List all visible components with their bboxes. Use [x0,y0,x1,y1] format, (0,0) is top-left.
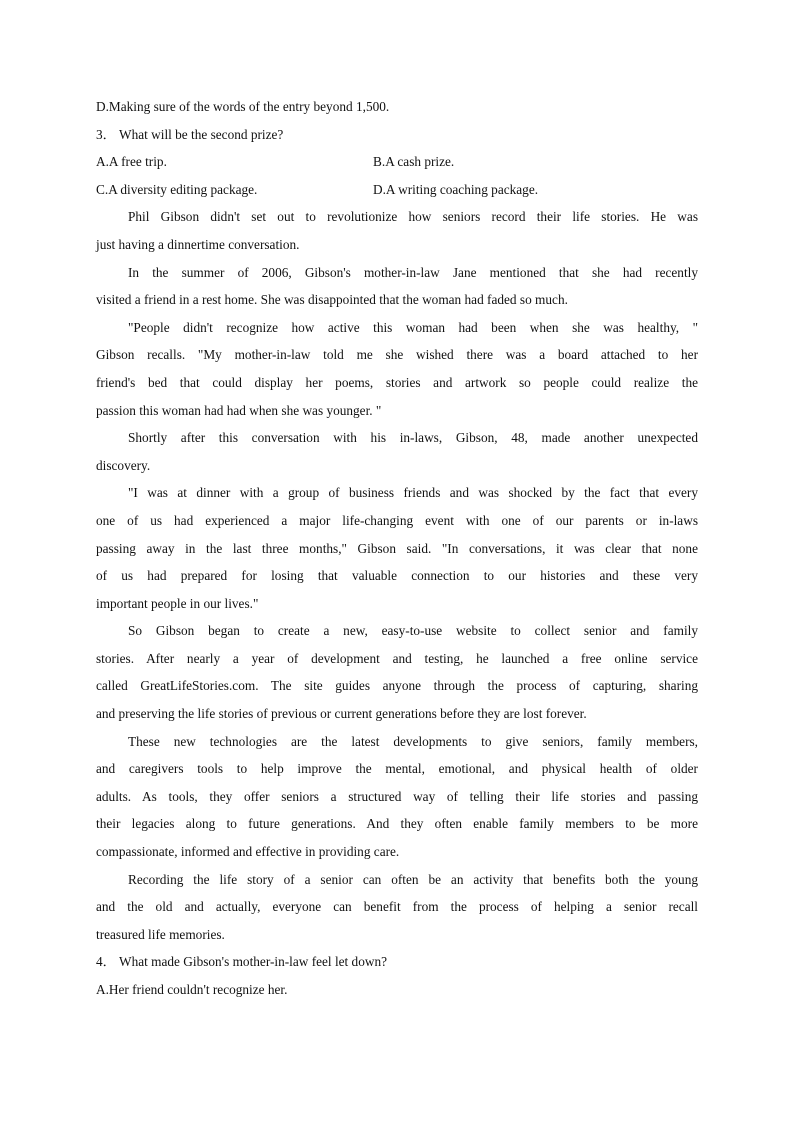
paragraph-line: "People didn't recognize how active this woman had been when she was healthy, " [128,319,698,335]
paragraph-line: These new technologies are the latest developments to give seniors, family members, [128,733,698,749]
paragraph-line: In the summer of 2006, Gibson's mother-in-law Jane mentioned that she had recently [128,264,698,280]
paragraph-line: Gibson recalls. "My mother-in-law told me she wished there was a board attached to her [96,347,698,363]
paragraph-line: and caregivers tools to help improve the mental, emotional, and physical health of older [96,761,698,777]
question2-option-d: D.Making sure of the words of the entry beyond 1,500. [96,99,390,114]
paragraph-line: passing away in the last three months," Gibson said. "In conversations, it was clear that none [96,540,698,556]
question3-option-d: D.A writing coaching package. [373,181,539,197]
paragraph-line: Phil Gibson didn't set out to revolutionize how seniors record their life stories. He was [128,209,698,225]
question4-stem: 4． What made Gibson's mother-in-law feel let down? [96,954,388,970]
paragraph-line: called GreatLifeStories.com. The site guides anyone through the process of capturing, sharing [96,678,698,694]
paragraph-line: and preserving the life stories of previous or current generations before they are lost forever. [96,706,587,722]
paragraph-4 [96,424,698,479]
paragraph-line: So Gibson began to create a new, easy-to-use website to collect senior and family [128,623,698,639]
paragraph-line: Recording the life story of a senior can often be an activity that benefits both the young [128,871,698,887]
passage [96,203,698,948]
question4-option-a: A.Her friend couldn't recognize her. [96,982,288,997]
paragraph-2 [96,259,698,314]
question3-options-row-2 [96,176,698,204]
paragraph-line: "I was at dinner with a group of business friends and was shocked by the fact that every [128,485,698,501]
paragraph-3 [96,314,698,424]
paragraph-line: important people in our lives." [96,595,259,611]
paragraph-6 [96,617,698,727]
paragraph-5 [96,479,698,617]
question3-stem: 3． What will be the second prize? [96,126,284,142]
paragraph-line: visited a friend in a rest home. She was disappointed that the woman had faded so much. [96,292,568,308]
paragraph-line: of us had prepared for losing that valuable connection to our histories and these very [96,568,698,584]
paragraph-line: friend's bed that could display her poems, stories and artwork so people could realize the [96,374,698,390]
document-page [96,93,698,1004]
question3-options-row-1 [96,148,698,176]
paragraph-line: Shortly after this conversation with his in-laws, Gibson, 48, made another unexpected [128,430,698,446]
paragraph-8 [96,866,698,949]
paragraph-line: treasured life memories. [96,926,225,942]
paragraph-line: passion this woman had had when she was younger. " [96,402,382,418]
paragraph-line: and the old and actually, everyone can benefit from the process of helping a senior recall [96,899,698,915]
paragraph-line: just having a dinnertime conversation. [96,236,300,252]
paragraph-line: discovery. [96,457,151,473]
question3-option-c: C.A diversity editing package. [96,181,258,197]
paragraph-line: adults. As tools, they offer seniors a structured way of telling their life stories and passing [96,788,698,804]
paragraph-7 [96,728,698,866]
paragraph-line: compassionate, informed and effective in providing care. [96,844,400,860]
paragraph-1 [96,203,698,258]
paragraph-line: one of us had experienced a major life-changing event with one of our parents or in-laws [96,512,698,528]
question3-option-a: A.A free trip. [96,154,167,170]
paragraph-line: their legacies along to future generations. And they often enable family members to be more [96,816,698,832]
paragraph-line: stories. After nearly a year of development and testing, he launched a free online service [96,650,698,666]
question3-option-b: B.A cash prize. [373,154,455,170]
